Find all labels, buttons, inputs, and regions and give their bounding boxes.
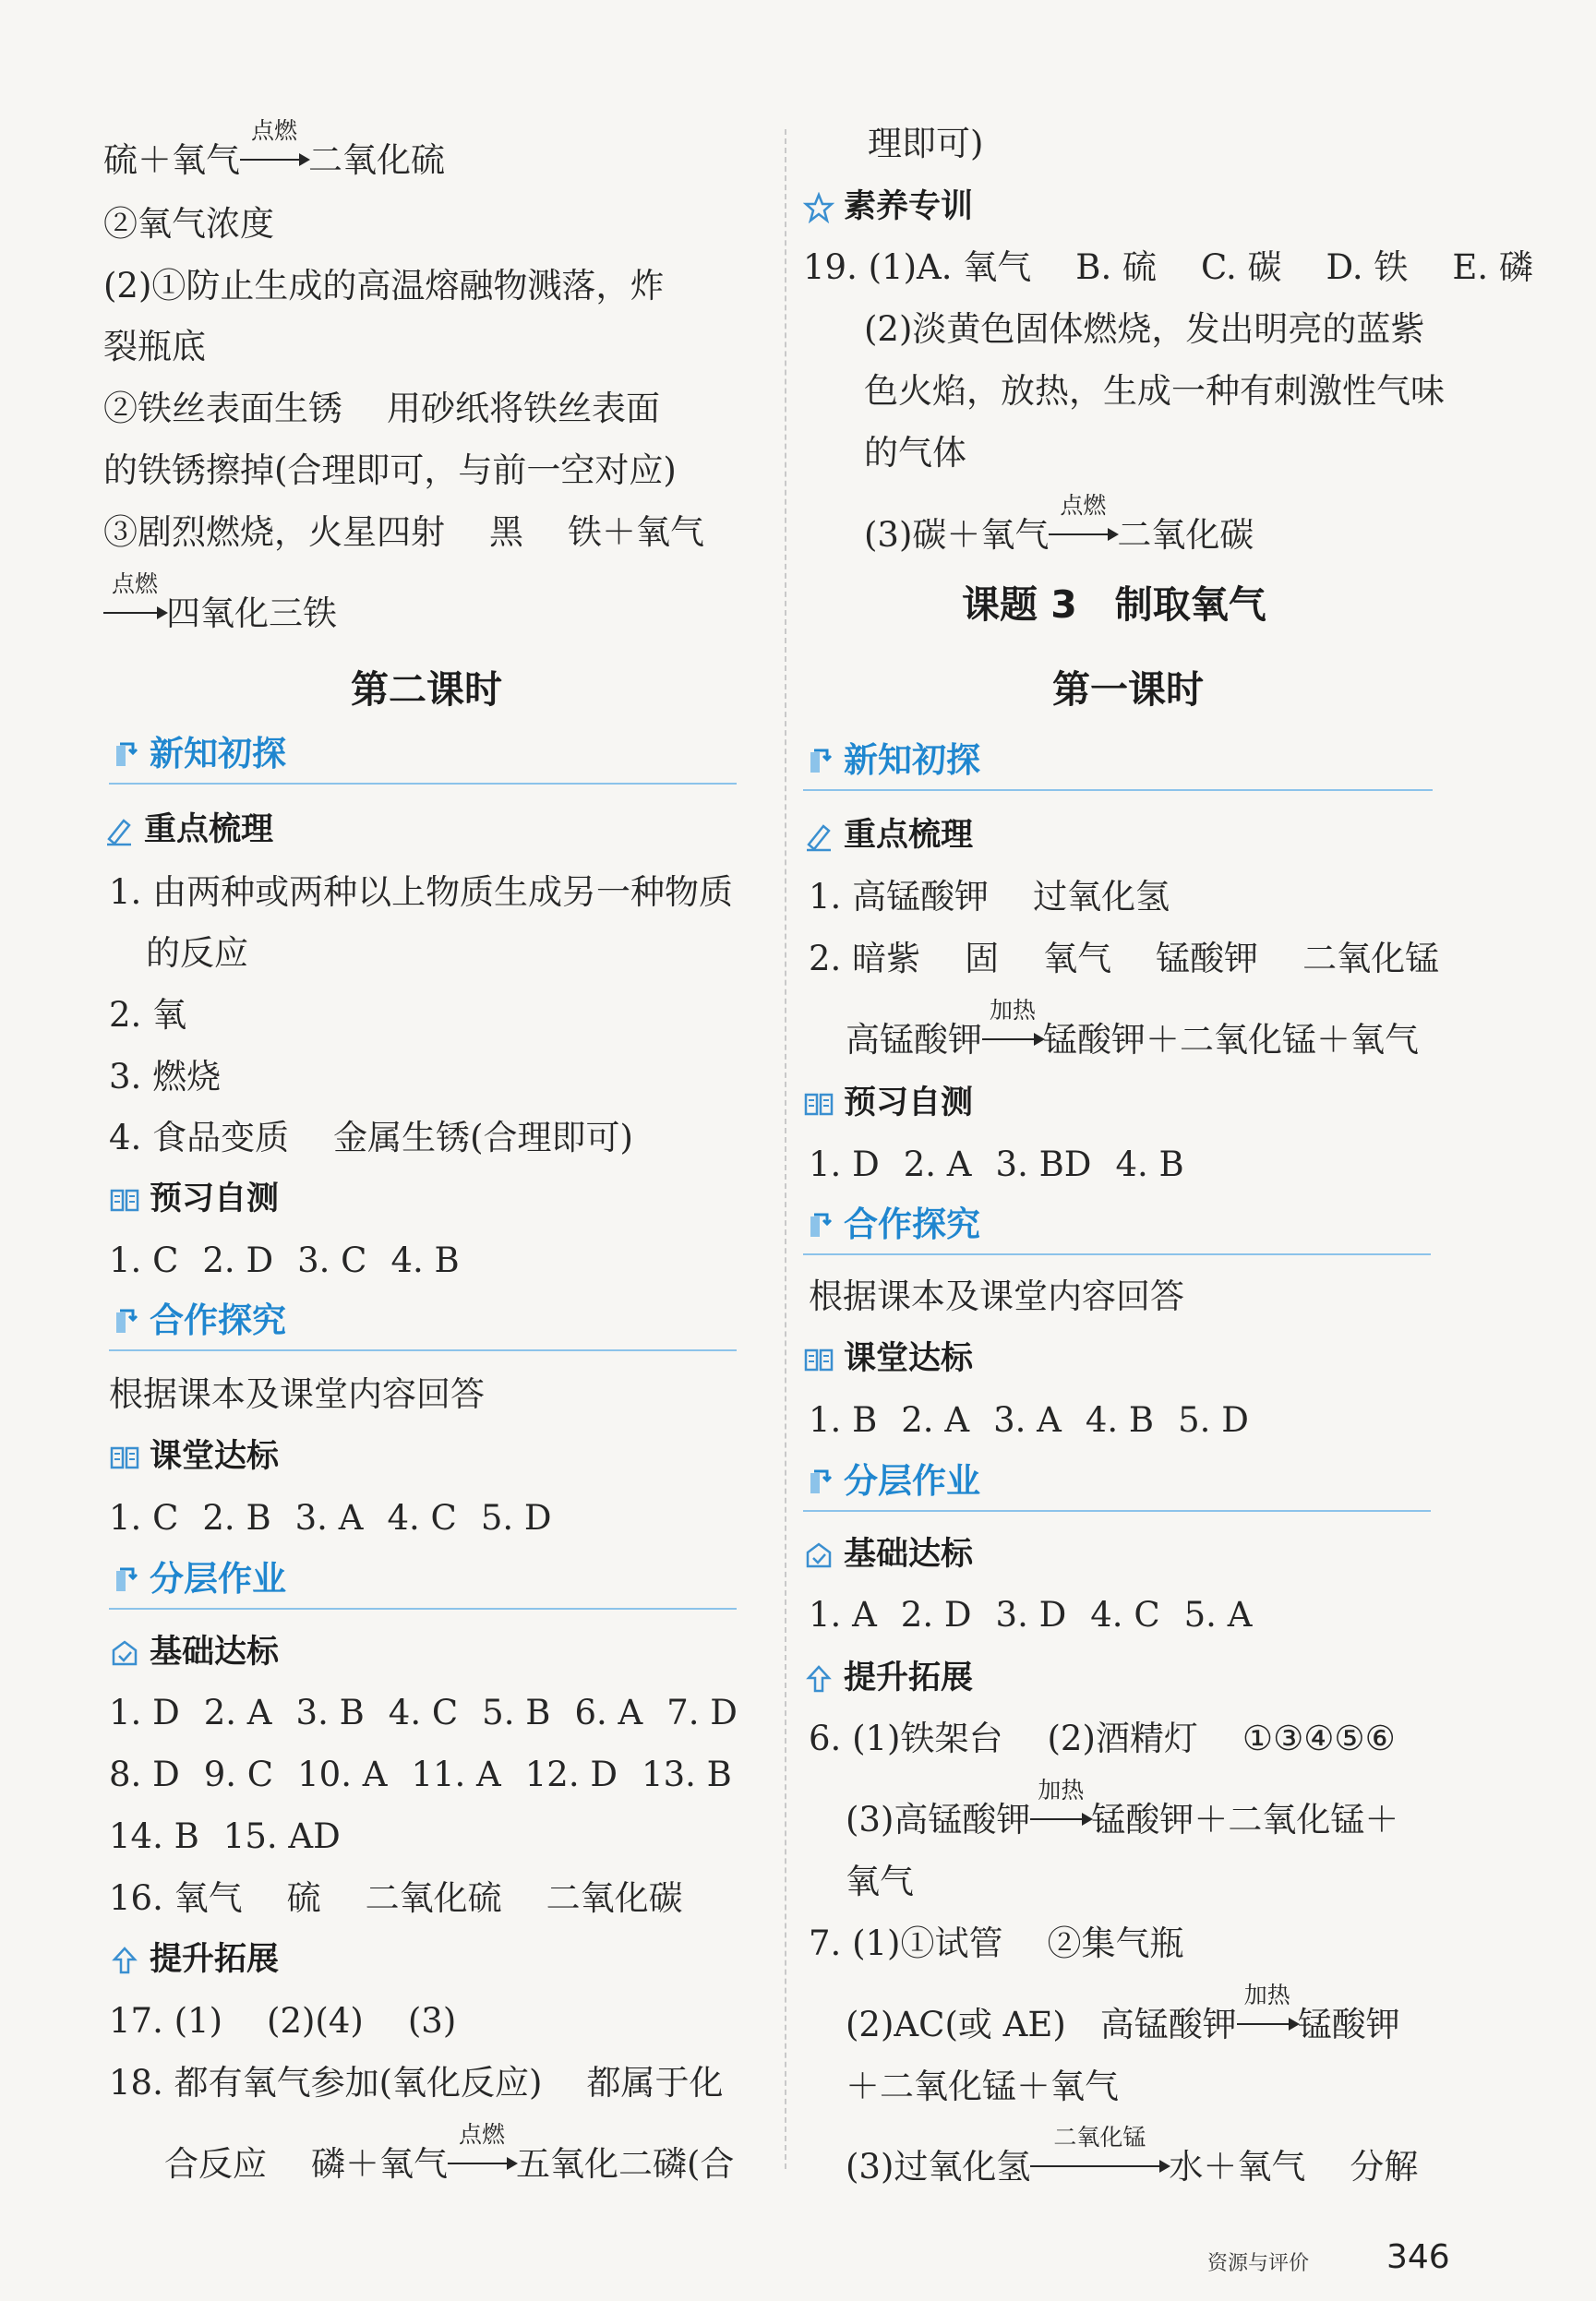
reaction-arrow: 点燃 <box>448 2141 516 2187</box>
answer-line: 18. 都有氧气参加(氧化反应) 都属于化 <box>109 2063 724 2103</box>
answer-line: 2. 氧 <box>109 995 187 1035</box>
answer-line: 6. (1)铁架台 (2)酒精灯 ①③④⑤⑥ <box>809 1719 1396 1758</box>
equation-line: 点燃 四氧化三铁 <box>103 591 337 637</box>
section-header: 合作探究 <box>803 1202 1431 1252</box>
answer-line: 的气体 <box>864 433 966 473</box>
open-book-icon <box>109 1184 140 1216</box>
answer-line: 2. 暗紫 固 氧气 锰酸钾 二氧化锰 <box>809 939 1440 978</box>
answer-line: 4. 食品变质 金属生锈(合理即可) <box>109 1118 633 1157</box>
answer-line: ＋二氧化锰＋氧气 <box>846 2067 1119 2106</box>
topic-title: 课题 3 制取氧气 <box>962 582 1266 627</box>
reaction-arrow: 点燃 <box>240 138 308 184</box>
answer-line: 1. B 2. A 3. A 4. B 5. D <box>809 1400 1249 1440</box>
equation-line: 硫＋氧气 点燃 二氧化硫 <box>103 138 445 184</box>
reaction-arrow: 点燃 <box>103 591 166 637</box>
answer-line: ②氧气浓度 <box>103 204 274 244</box>
section-header: 新知初探 <box>109 731 737 781</box>
answer-line: 1. C 2. D 3. C 4. B <box>109 1240 460 1280</box>
answer-line: 理即可) <box>868 124 984 163</box>
section-header: 分层作业 <box>109 1556 737 1606</box>
reaction-arrow: 二氧化锰 <box>1030 2144 1169 2190</box>
equation-line: 高锰酸钾 加热 锰酸钾＋二氧化锰＋氧气 <box>846 1017 1419 1063</box>
lesson-title: 第一课时 <box>1052 667 1204 712</box>
answer-line: 裂瓶底 <box>103 327 206 366</box>
answer-line: 19. (1)A. 氧气 B. 硫 C. 碳 D. 铁 E. 磷 <box>803 247 1533 287</box>
section-header: 新知初探 <box>803 737 1433 787</box>
open-book-icon <box>803 1344 834 1375</box>
answer-line: 16. 氧气 硫 二氧化硫 二氧化碳 <box>109 1878 683 1918</box>
bookmark-icon <box>114 1565 140 1593</box>
answer-line: 1. 由两种或两种以上物质生成另一种物质 <box>109 872 734 912</box>
bookmark-icon <box>809 747 834 774</box>
answer-line: 根据课本及课堂内容回答 <box>809 1276 1184 1316</box>
lesson-title: 第二课时 <box>351 667 502 712</box>
open-book-icon <box>109 1442 140 1473</box>
up-arrow-icon <box>803 1663 834 1695</box>
equation-line: (2)AC(或 AE) 高锰酸钾 加热 锰酸钾 <box>846 2002 1400 2048</box>
answer-line: ②铁丝表面生锈 用砂纸将铁丝表面 <box>103 389 660 428</box>
bookmark-icon <box>809 1468 834 1495</box>
answer-line: (2)①防止生成的高温熔融物溅落，炸 <box>103 266 665 306</box>
answer-line: 1. D 2. A 3. B 4. C 5. B 6. A 7. D <box>109 1693 738 1732</box>
section-header: 合作探究 <box>109 1298 737 1348</box>
column-divider <box>785 129 786 2169</box>
footer-label: 资源与评价 <box>1207 2252 1310 2275</box>
answer-line: 3. 燃烧 <box>109 1057 222 1097</box>
answer-line: 14. B 15. AD <box>109 1816 341 1856</box>
answer-line: 氧气 <box>846 1862 914 1901</box>
foundation-icon <box>109 1637 140 1669</box>
open-book-icon <box>803 1088 834 1120</box>
answer-line: 7. (1)①试管 ②集气瓶 <box>809 1923 1184 1963</box>
answer-line: 的反应 <box>146 933 248 973</box>
equation-line: (3)高锰酸钾 加热 锰酸钾＋二氧化锰＋ <box>846 1797 1398 1843</box>
bookmark-icon <box>809 1211 834 1239</box>
pencil-icon <box>103 815 135 846</box>
answer-line: 1. A 2. D 3. D 4. C 5. A <box>809 1595 1253 1635</box>
reaction-arrow: 加热 <box>1030 1797 1091 1843</box>
answer-line: 17. (1) (2)(4) (3) <box>109 2001 457 2041</box>
star-icon <box>803 192 834 223</box>
equation-line: (3)碳＋氧气 点燃 二氧化碳 <box>864 512 1254 558</box>
answer-line: 的铁锈擦掉(合理即可，与前一空对应) <box>103 450 677 490</box>
equation-line: 合反应 磷＋氧气 点燃 五氧化二磷(合 <box>164 2141 734 2187</box>
pencil-icon <box>803 821 834 852</box>
answer-line: 1. C 2. B 3. A 4. C 5. D <box>109 1498 552 1538</box>
up-arrow-icon <box>109 1945 140 1976</box>
answer-line: 8. D 9. C 10. A 11. A 12. D 13. B <box>109 1755 732 1794</box>
section-header: 分层作业 <box>803 1458 1431 1508</box>
answer-line: 根据课本及课堂内容回答 <box>109 1374 485 1414</box>
answer-line: 1. 高锰酸钾 过氧化氢 <box>809 877 1170 917</box>
answer-line: ③剧烈燃烧，火星四射 黑 铁＋氧气 <box>103 512 704 552</box>
answer-line: 色火焰，放热，生成一种有刺激性气味 <box>864 371 1445 411</box>
bookmark-icon <box>114 740 140 768</box>
reaction-arrow: 加热 <box>1237 2002 1298 2048</box>
bookmark-icon <box>114 1307 140 1335</box>
answer-line: (2)淡黄色固体燃烧，发出明亮的蓝紫 <box>864 309 1425 349</box>
equation-line: (3)过氧化氢 二氧化锰 水＋氧气 分解 <box>846 2144 1418 2190</box>
page-number: 346 <box>1386 2238 1450 2276</box>
reaction-arrow: 点燃 <box>1049 512 1117 558</box>
answer-line: 1. D 2. A 3. BD 4. B <box>809 1145 1184 1184</box>
foundation-icon <box>803 1540 834 1571</box>
reaction-arrow: 加热 <box>982 1017 1043 1063</box>
